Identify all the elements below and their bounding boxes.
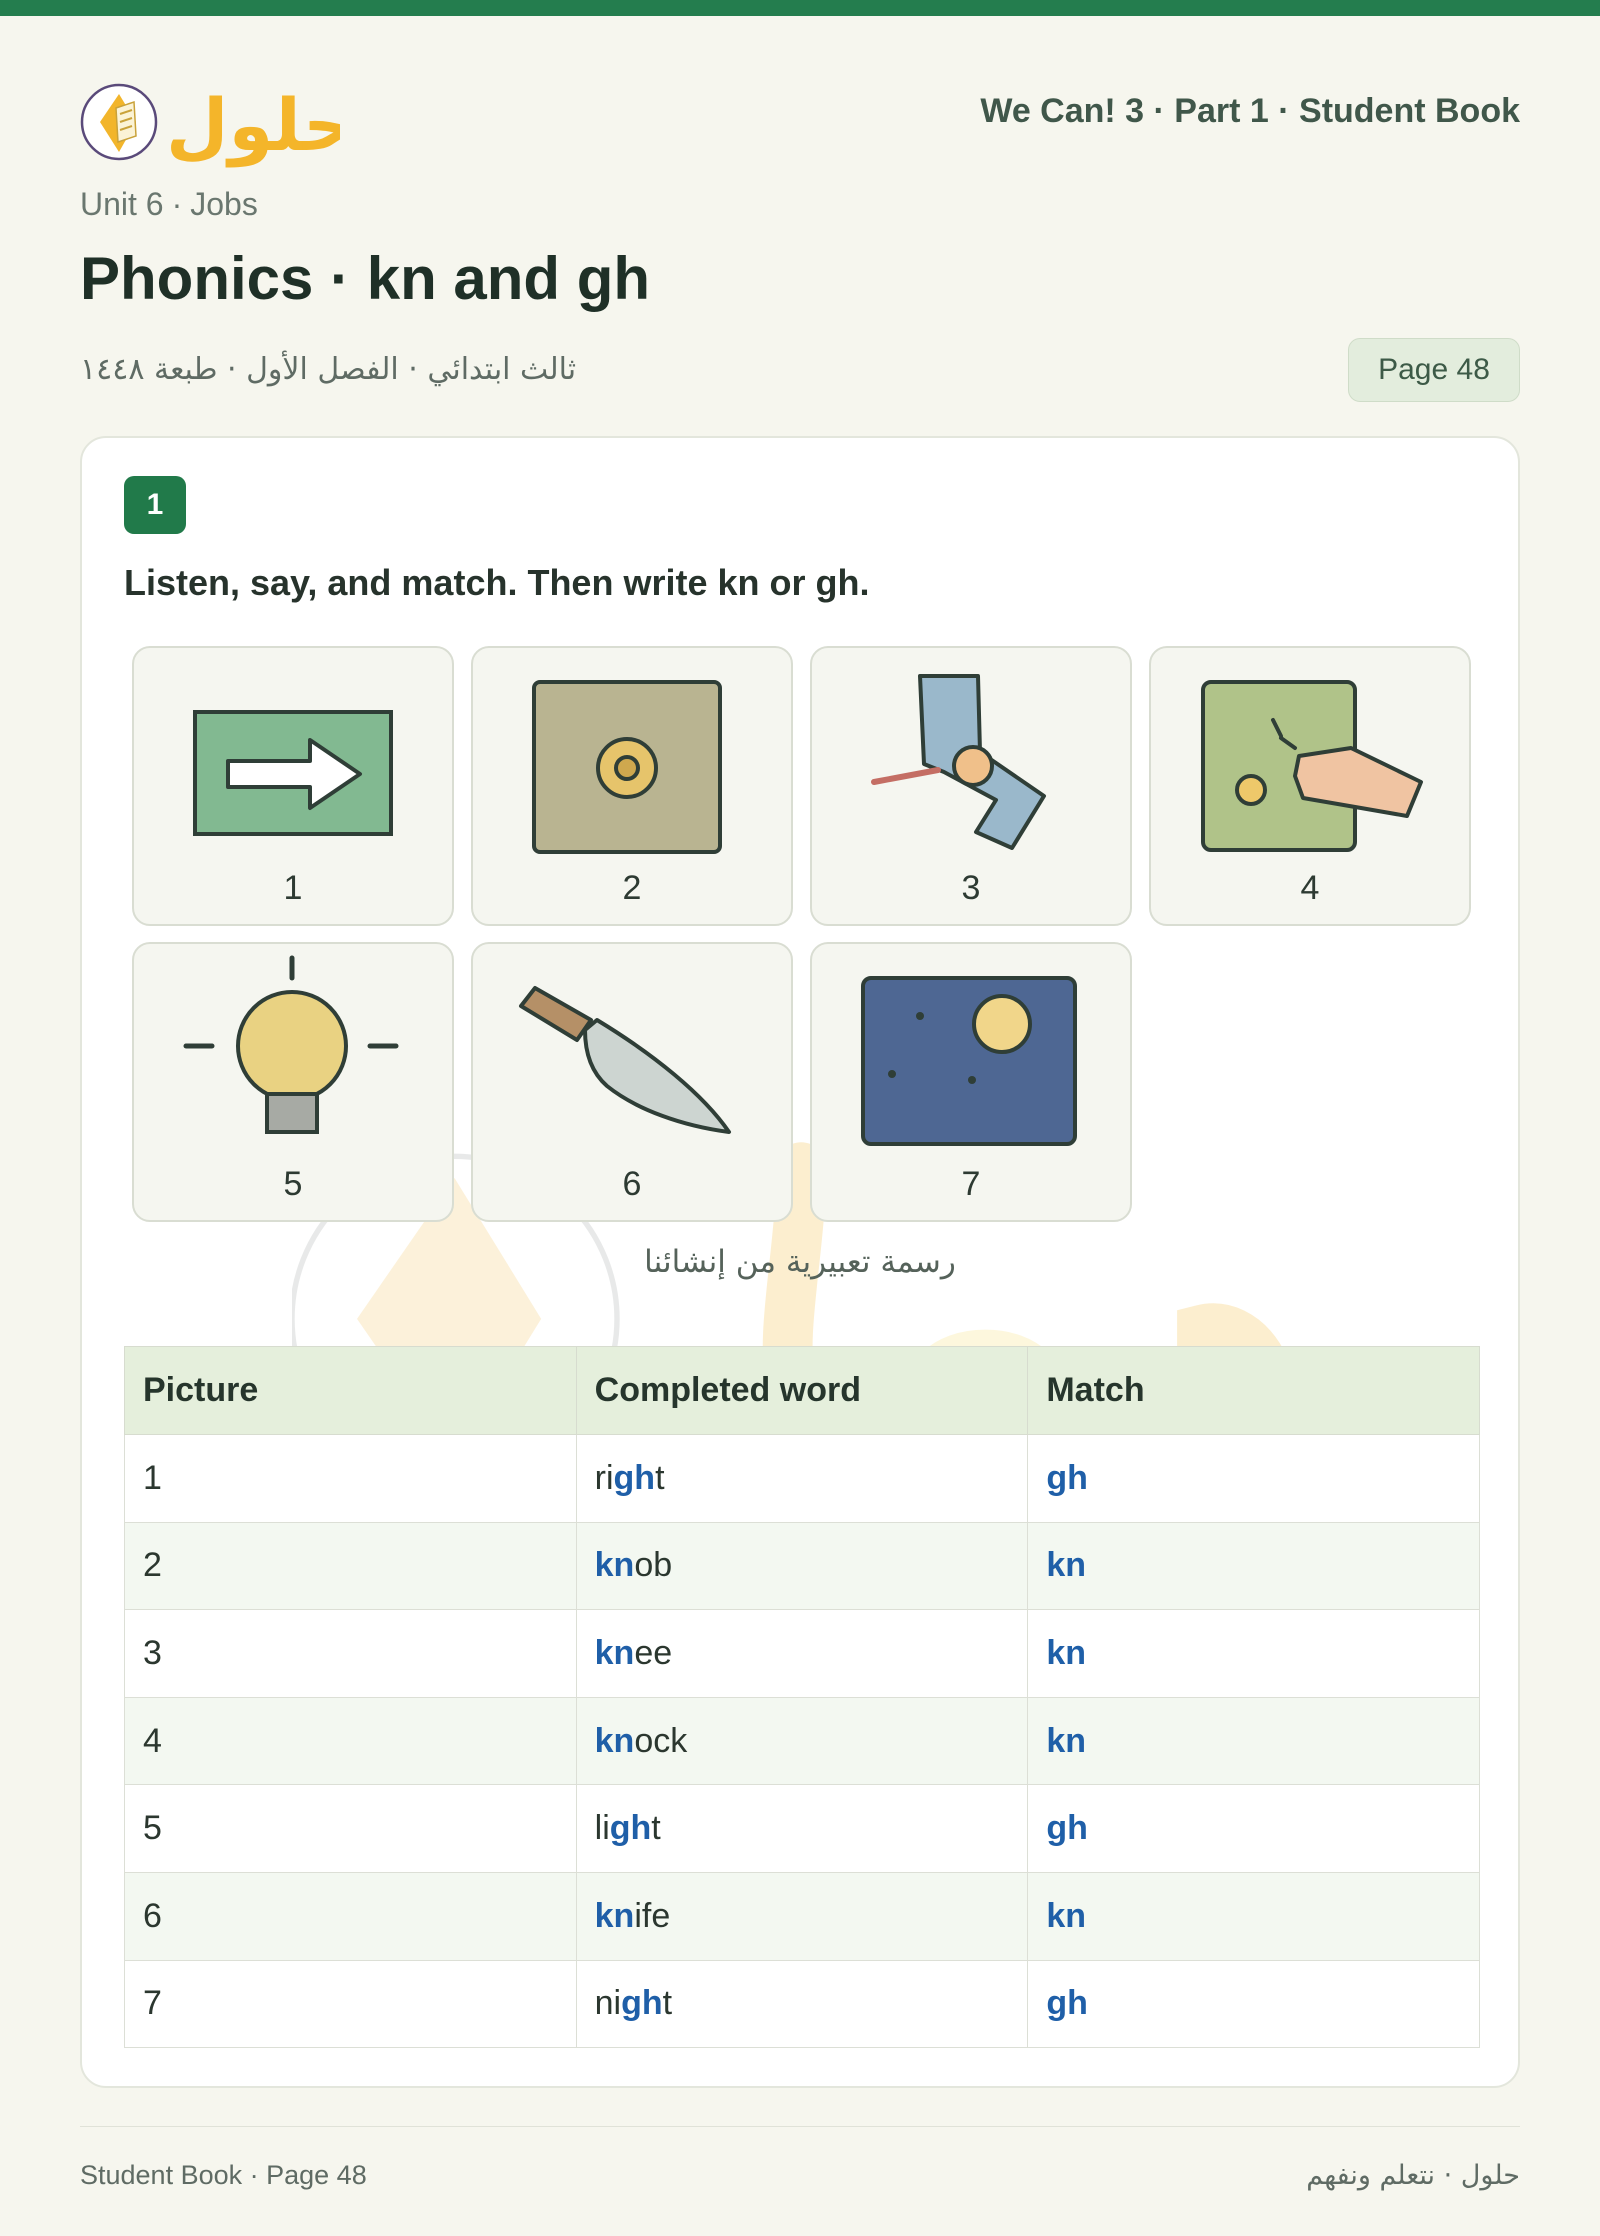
unit-breadcrumb (80, 186, 258, 223)
knee-icon (812, 648, 1134, 858)
match-cell: gh (1028, 1435, 1480, 1523)
right-arrow-sign-icon (134, 648, 456, 848)
table-row (125, 1522, 1480, 1610)
footer-divider (80, 2126, 1520, 2127)
word-highlight: kn (594, 1546, 635, 1585)
unit-topic: Jobs (190, 186, 258, 222)
word-highlight: gh (609, 1809, 652, 1848)
footer-brand-tagline: حلول · نتعلم ونفهم (1306, 2160, 1520, 2191)
word-highlight: kn (594, 1633, 635, 1672)
table-row (125, 1960, 1480, 2048)
page-title: Phonics · kn and gh (80, 245, 651, 312)
word-highlight: gh (613, 1458, 656, 1497)
picture-cell: 4 (125, 1697, 577, 1785)
picture-tile-4 (1149, 646, 1471, 926)
picture-cell: 1 (125, 1435, 577, 1523)
picture-number: 1 (283, 869, 303, 907)
picture-cell: 6 (125, 1872, 577, 1960)
picture-number: 5 (283, 1165, 303, 1203)
footer-page-label: Student Book · Page 48 (80, 2160, 367, 2190)
match-cell: kn (1028, 1872, 1480, 1960)
match-cell: gh (1028, 1785, 1480, 1873)
unit-label: Unit 6 (80, 186, 164, 222)
word-cell: right (576, 1435, 1028, 1523)
table-row (125, 1697, 1480, 1785)
word-cell: knob (576, 1522, 1028, 1610)
book-title: We Can! 3 · Part 1 · Student Book (980, 92, 1520, 130)
table-row (125, 1785, 1480, 1873)
word-highlight: kn (594, 1896, 635, 1935)
picture-tile-5 (132, 942, 454, 1222)
page-header (80, 62, 1520, 182)
picture-number: 2 (622, 869, 642, 907)
light-bulb-icon (134, 944, 456, 1154)
picture-tile-6 (471, 942, 793, 1222)
picture-cell: 2 (125, 1522, 577, 1610)
column-header-picture: Picture (125, 1347, 577, 1435)
picture-cell: 5 (125, 1785, 577, 1873)
picture-number: 7 (961, 1165, 981, 1203)
svg-text:حلول: حلول (166, 83, 340, 167)
picture-number: 3 (961, 869, 981, 907)
brand-logo (80, 62, 340, 182)
word-cell: knock (576, 1697, 1028, 1785)
exercise-instruction: Listen, say, and match. Then write kn or gh. (124, 562, 870, 603)
picture-number: 6 (622, 1165, 642, 1203)
knocking-hand-icon (1151, 648, 1473, 858)
night-sky-icon (812, 944, 1134, 1154)
word-highlight: gh (621, 1984, 663, 2023)
answer-table (124, 1346, 1480, 2048)
word-cell: knife (576, 1872, 1028, 1960)
separator-dot: · (171, 186, 183, 222)
match-cell: kn (1028, 1522, 1480, 1610)
exercise-number-badge: 1 (124, 476, 186, 534)
word-cell: knee (576, 1610, 1028, 1698)
picture-tile-2 (471, 646, 793, 926)
match-cell: gh (1028, 1960, 1480, 2048)
table-row (125, 1872, 1480, 1960)
door-knob-icon (473, 648, 795, 858)
exercise-card (80, 436, 1520, 2088)
table-row (125, 1435, 1480, 1523)
knife-icon (473, 944, 795, 1154)
word-highlight: kn (594, 1721, 635, 1760)
match-cell: kn (1028, 1697, 1480, 1785)
picture-number: 4 (1300, 869, 1320, 907)
arabic-subtitle: ثالث ابتدائي · الفصل الأول · طبعة ١٤٤٨ (80, 352, 577, 387)
table-header-row (125, 1347, 1480, 1435)
page-badge: Page 48 (1348, 338, 1520, 402)
picture-cell: 3 (125, 1610, 577, 1698)
column-header-match: Match (1028, 1347, 1480, 1435)
top-accent-bar (0, 0, 1600, 16)
picture-cell: 7 (125, 1960, 577, 2048)
illustration-caption: رسمة تعبيرية من إنشائنا (644, 1244, 956, 1280)
match-cell: kn (1028, 1610, 1480, 1698)
table-row (125, 1610, 1480, 1698)
picture-tile-3 (810, 646, 1132, 926)
word-cell: night (576, 1960, 1028, 2048)
picture-tile-7 (810, 942, 1132, 1222)
word-cell: light (576, 1785, 1028, 1873)
picture-tile-1 (132, 646, 454, 926)
column-header-completed-word: Completed word (576, 1347, 1028, 1435)
